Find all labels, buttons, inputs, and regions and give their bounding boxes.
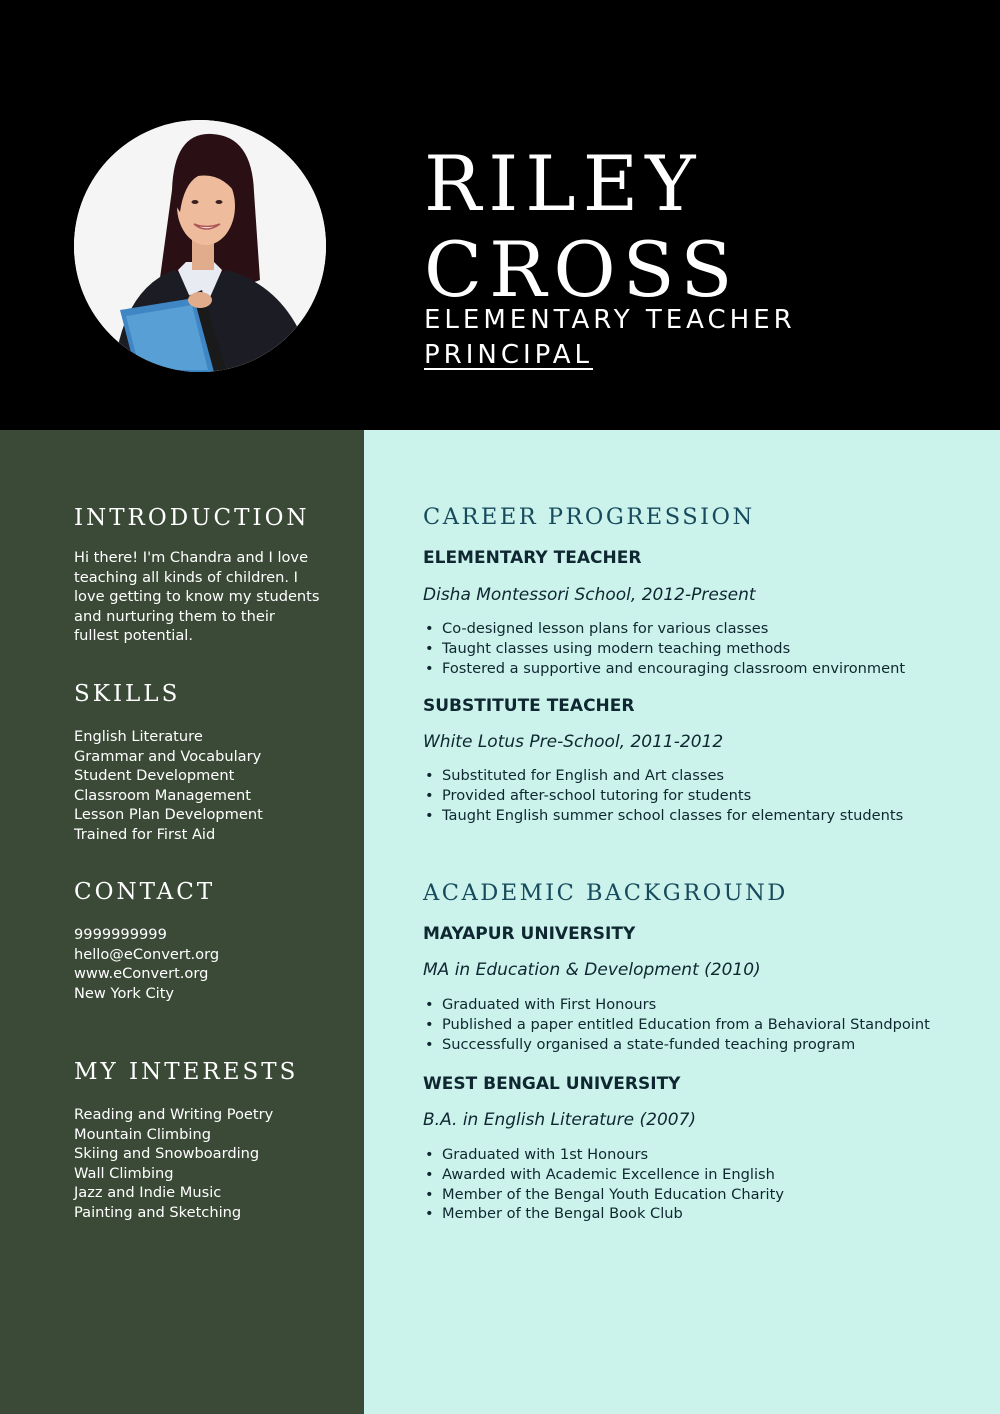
contact-list [74, 925, 219, 1003]
skills-heading: SKILLS [74, 681, 181, 707]
list-item: • Substituted for English and Art classes [442, 766, 903, 786]
school-degree: B.A. in English Literature (2007) [423, 1110, 697, 1130]
contact-location: New York City [74, 984, 175, 1002]
contact-heading: CONTACT [74, 879, 216, 905]
skill-item: Grammar and Vocabulary [74, 747, 262, 765]
list-item: • Taught English summer school classes for elementary students [442, 806, 903, 826]
skill-item: English Literature [74, 728, 203, 745]
name-last: CROSS [424, 225, 740, 314]
contact-phone: 9999999999 [74, 926, 167, 943]
interest-item: Reading and Writing Poetry [74, 1106, 274, 1123]
skill-item: Student Development [74, 767, 235, 785]
list-item: • Co-designed lesson plans for various classes [442, 619, 905, 639]
skill-item: Trained for First Aid [74, 825, 216, 843]
profile-photo [74, 120, 326, 372]
school-bullets [442, 1145, 784, 1224]
school-degree: MA in Education & Development (2010) [423, 960, 761, 980]
job-title: ELEMENTARY TEACHER [423, 548, 642, 568]
list-item: • Published a paper entitled Education from a Behavioral Standpoint [442, 1015, 930, 1035]
sidebar [0, 430, 364, 1414]
interest-item: Mountain Climbing [74, 1125, 211, 1143]
list-item: • Successfully organised a state-funded teaching program [442, 1035, 930, 1055]
list-item: • Fostered a supportive and encouraging classroom environment [442, 659, 905, 679]
list-item: • Graduated with First Honours [442, 995, 930, 1015]
role-primary: ELEMENTARY TEACHER [424, 305, 796, 335]
interest-item: Skiing and Snowboarding [74, 1145, 260, 1163]
introduction-text: Hi there! I'm Chandra and I love teaching all kinds of children. I love getting to know my students and nurturing them to their fullest potential. [74, 549, 320, 645]
contact-website[interactable]: www.eConvert.org [74, 965, 209, 983]
profile-photo-illustration [74, 120, 326, 372]
introduction-heading: INTRODUCTION [74, 505, 310, 531]
job-bullets [442, 619, 905, 678]
name-first: RILEY [424, 139, 703, 228]
list-item: • Member of the Bengal Book Club [442, 1204, 784, 1224]
job-bullets [442, 766, 903, 825]
job-title: SUBSTITUTE TEACHER [423, 696, 635, 716]
role-secondary: PRINCIPAL [424, 340, 593, 370]
school-bullets [442, 995, 930, 1054]
academic-heading: ACADEMIC BACKGROUND [423, 880, 788, 906]
skills-list [74, 727, 263, 845]
career-heading: CAREER PROGRESSION [423, 504, 755, 530]
interests-heading: MY INTERESTS [74, 1059, 299, 1085]
skill-item: Classroom Management [74, 786, 251, 804]
resume-header [0, 0, 1000, 430]
job-place: White Lotus Pre-School, 2011-2012 [423, 732, 724, 752]
interest-item: Painting and Sketching [74, 1203, 242, 1221]
interest-item: Wall Climbing [74, 1164, 174, 1182]
list-item: • Awarded with Academic Excellence in English [442, 1165, 784, 1185]
school-title: WEST BENGAL UNIVERSITY [423, 1074, 681, 1094]
list-item: • Member of the Bengal Youth Education Charity [442, 1185, 784, 1205]
list-item: • Graduated with 1st Honours [442, 1145, 784, 1165]
skill-item: Lesson Plan Development [74, 806, 263, 824]
contact-email[interactable]: hello@eConvert.org [74, 945, 220, 963]
interest-item: Jazz and Indie Music [74, 1184, 222, 1202]
job-place: Disha Montessori School, 2012-Present [423, 585, 756, 605]
list-item: • Provided after-school tutoring for students [442, 786, 903, 806]
school-title: MAYAPUR UNIVERSITY [423, 924, 636, 944]
interests-list [74, 1105, 273, 1223]
list-item: • Taught classes using modern teaching methods [442, 639, 905, 659]
